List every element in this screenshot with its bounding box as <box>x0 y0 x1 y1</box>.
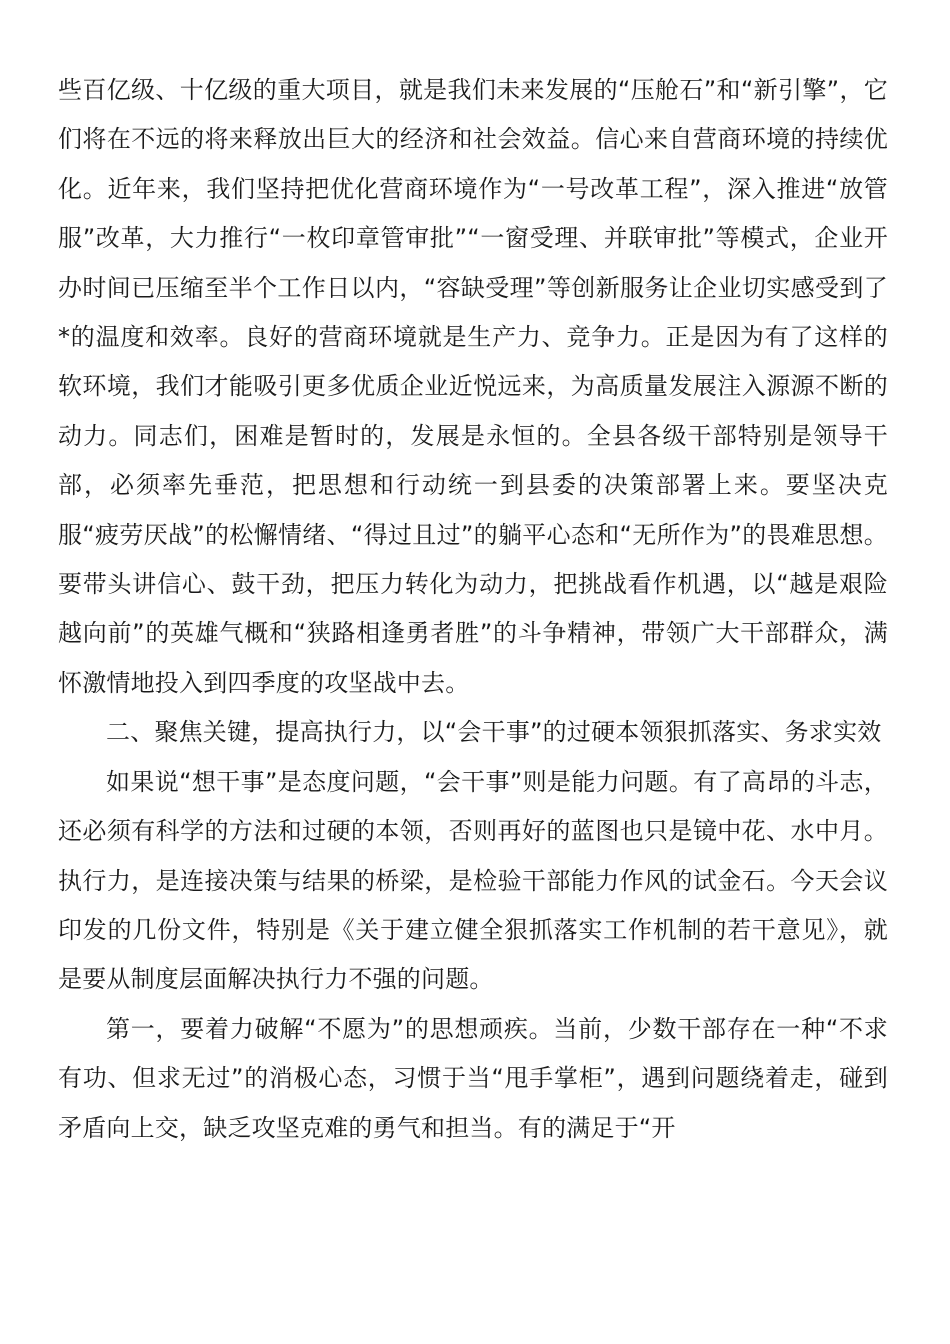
body-paragraph: 第一，要着力破解“不愿为”的思想顽疾。当前，少数干部存在一种“不求有功、但求无过”的消极心态，习惯于当“甩手掌柜”，遇到问题绕着走，碰到矛盾向上交，缺乏攻坚克难的勇气和担当。有的满足于“开 <box>58 1014 888 1142</box>
body-paragraph: 如果说“想干事”是态度问题，“会干事”则是能力问题。有了高昂的斗志，还必须有科学的方法和过硬的本领，否则再好的蓝图也只是镜中花、水中月。执行力，是连接决策与结果的桥梁，是检验干部能力作风的试金石。今天会议印发的几份文件，特别是《关于建立健全狠抓落实工作机制的若干意见》，就是要从制度层面解决执行力不强的问题。 <box>58 767 888 994</box>
document-body <box>58 66 888 1153</box>
section-heading: 二、聚焦关键，提高执行力，以“会干事”的过硬本领狠抓落实、务求实效 <box>106 718 882 747</box>
body-paragraph: 些百亿级、十亿级的重大项目，就是我们未来发展的“压舱石”和“新引擎”，它们将在不远的将来释放出巨大的经济和社会效益。信心来自营商环境的持续优化。近年来，我们坚持把优化营商环境作为“一号改革工程”，深入推进“放管服”改革，大力推行“一枚印章管审批”“一窗受理、并联审批”等模式，企业开办时间已压缩至半个工作日以内，“容缺受理”等创新服务让企业切实感受到了*的温度和效率。良好的营商环境就是生产力、竞争力。正是因为有了这样的软环境，我们才能吸引更多优质企业近悦远来，为高质量发展注入源源不断的动力。同志们，困难是暂时的，发展是永恒的。全县各级干部特别是领导干部，必须率先垂范，把思想和行动统一到县委的决策部署上来。要坚决克服“疲劳厌战”的松懈情绪、“得过且过”的躺平心态和“无所作为”的畏难思想。要带头讲信心、鼓干劲，把压力转化为动力，把挑战看作机遇，以“越是艰险越向前”的英雄气概和“狭路相逢勇者胜”的斗争精神，带领广大干部群众，满怀激情地投入到四季度的攻坚战中去。 <box>58 76 888 697</box>
